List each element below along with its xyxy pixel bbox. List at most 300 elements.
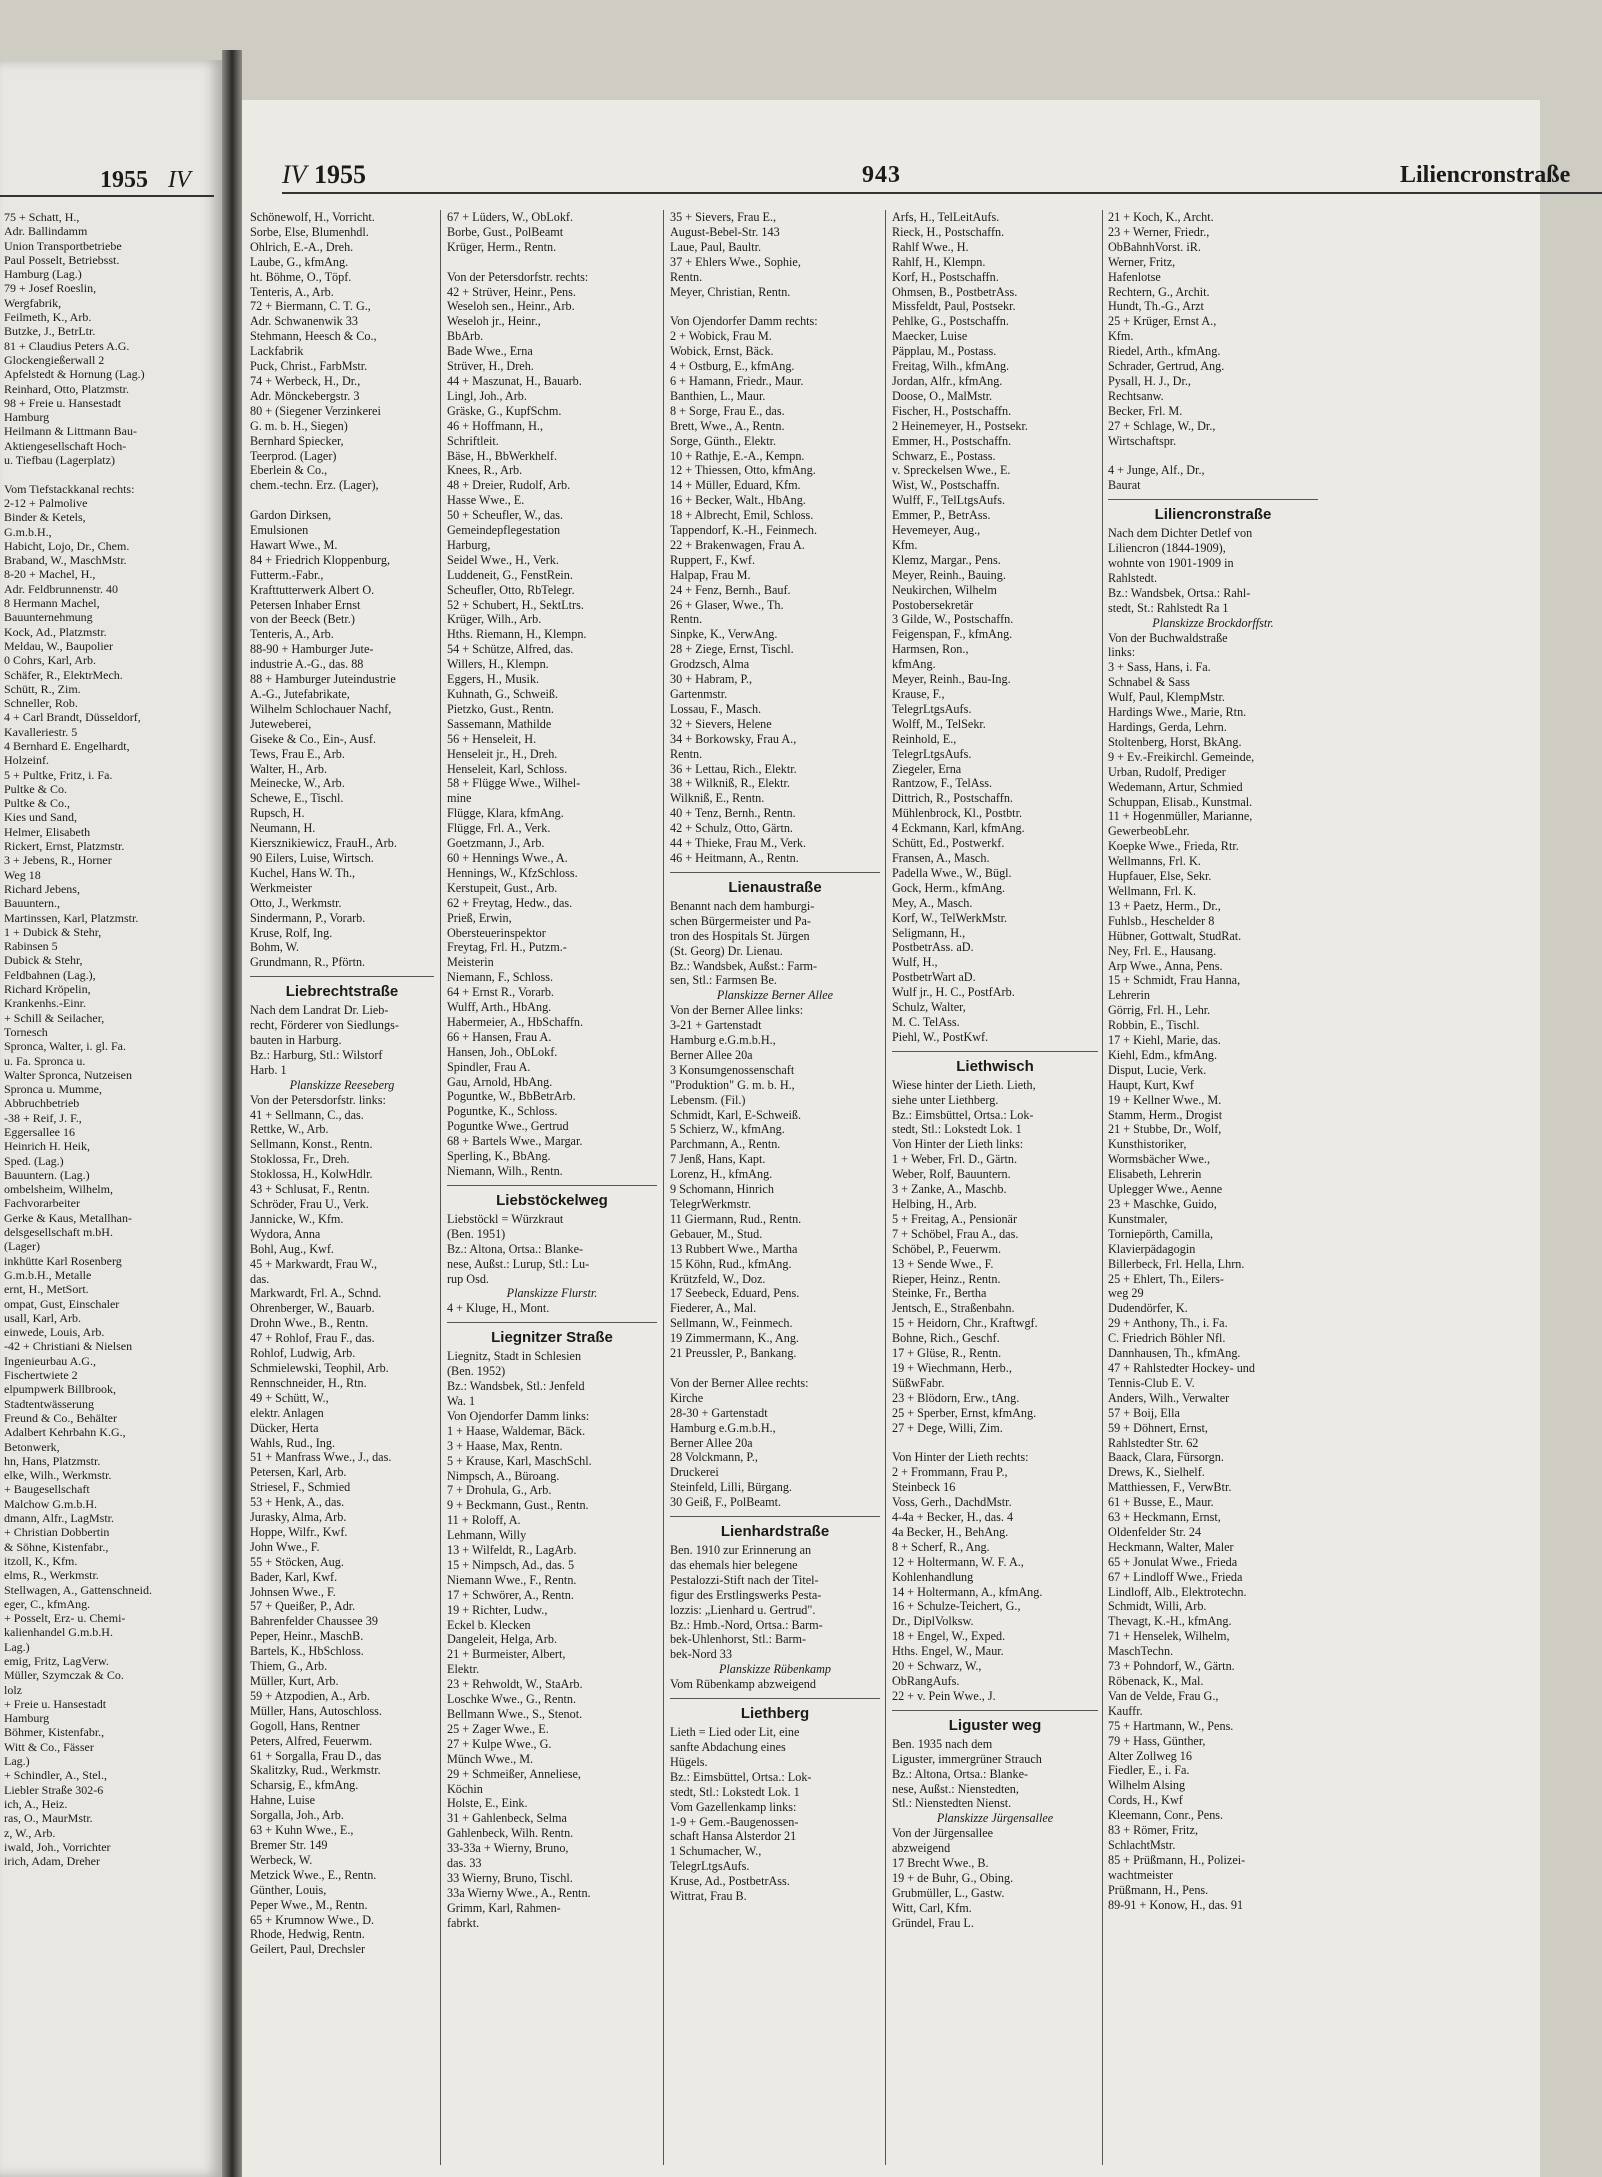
directory-entry: Dudendörfer, K. <box>1108 1301 1188 1316</box>
directory-entry: Skalitzky, Rud., Werkmstr. <box>250 1763 381 1778</box>
directory-entry: 8 + Sorge, Frau E., das. <box>670 403 785 418</box>
directory-entry: Pultke & Co., <box>4 796 71 811</box>
directory-entry: 25 + Zager Wwe., E. <box>447 1721 549 1736</box>
directory-entry: Von Ojendorfer Damm links: <box>447 1408 590 1423</box>
directory-entry: + Baugesellschaft <box>4 1482 90 1497</box>
directory-entry: ernt, H., MetSort. <box>4 1282 89 1297</box>
directory-entry: Elisabeth, Lehrerin <box>1108 1167 1202 1182</box>
directory-entry: Schmidt, Karl, E-Schweiß. <box>670 1107 801 1122</box>
directory-entry: SchlachtMstr. <box>1108 1837 1176 1852</box>
directory-entry: lolz <box>4 1682 22 1697</box>
directory-entry: Bz.: Altona, Ortsa.: Blanke- <box>892 1766 1029 1781</box>
directory-entry: Von der Berner Allee rechts: <box>670 1375 809 1390</box>
directory-entry: elektr. Anlagen <box>250 1405 324 1420</box>
directory-entry: Peper, Heinr., MaschB. <box>250 1629 364 1644</box>
directory-entry: 48 + Dreier, Rudolf, Arb. <box>447 478 571 493</box>
directory-entry: Dubick & Stehr, <box>4 953 83 968</box>
directory-entry: 85 + Prüßmann, H., Polizei- <box>1108 1852 1246 1867</box>
directory-entry: Schmielewski, Teophil, Arb. <box>250 1360 389 1375</box>
directory-entry: Pehlke, G., Postschaffn. <box>892 314 1009 329</box>
directory-entry: Rahlstedter Str. 62 <box>1108 1435 1199 1450</box>
directory-entry: Ruppert, F., Kwf. <box>670 552 756 567</box>
directory-entry: Spronca u. Mumme, <box>4 1082 102 1097</box>
directory-entry: Gebauer, M., Stud. <box>670 1226 763 1241</box>
directory-entry: 1 + Weber, Frl. D., Gärtn. <box>892 1152 1017 1167</box>
directory-entry: Adr. Mönckebergstr. 3 <box>250 388 360 403</box>
directory-entry: Lieth = Lied oder Lit, eine <box>670 1725 800 1740</box>
blank-line <box>892 1436 1098 1451</box>
directory-entry: Lehrerin <box>1108 988 1150 1003</box>
directory-entry: Arfs, H., TelLeitAufs. <box>892 210 1000 224</box>
directory-entry: Sorgalla, Joh., Arb. <box>250 1808 344 1823</box>
directory-entry: Rettke, W., Arb. <box>250 1122 329 1137</box>
directory-entry: 72 + Biermann, C. T. G., <box>250 299 371 314</box>
directory-entry: 71 + Henselek, Wilhelm, <box>1108 1629 1230 1644</box>
directory-entry: Druckerei <box>670 1465 719 1480</box>
directory-entry: 23 + Werner, Friedr., <box>1108 224 1210 239</box>
directory-entry: Hardings Wwe., Marie, Rtn. <box>1108 705 1247 720</box>
directory-entry: hn, Hans, Platzmstr. <box>4 1453 101 1468</box>
directory-entry: 61 + Busse, E., Maur. <box>1108 1495 1214 1510</box>
directory-entry: Mey, A., Masch. <box>892 895 973 910</box>
directory-entry: Hundt, Th.-G., Arzt <box>1108 299 1204 314</box>
directory-entry: + Christian Dobbertin <box>4 1525 110 1540</box>
right-page-header <box>282 158 1602 194</box>
directory-entry: Wiese hinter der Lieth. Lieth, <box>892 1077 1036 1092</box>
directory-entry: Dannhausen, Th., kfmAng. <box>1108 1346 1241 1361</box>
directory-entry: Wergfabrik, <box>4 295 62 310</box>
directory-entry: 17 Brecht Wwe., B. <box>892 1856 989 1871</box>
directory-entry: Laube, G., kfmAng. <box>250 254 349 269</box>
directory-entry: Wellmanns, Frl. K. <box>1108 854 1201 869</box>
directory-entry: 53 + Henk, A., das. <box>250 1495 345 1510</box>
directory-entry: C. Friedrich Böhler Nfl. <box>1108 1331 1226 1346</box>
directory-entry: Schönewolf, H., Vorricht. <box>250 210 375 224</box>
directory-entry: Eckel b. Klecken <box>447 1617 531 1632</box>
directory-entry: fabrkt. <box>447 1915 480 1930</box>
directory-entry: 66 + Hansen, Frau A. <box>447 1029 552 1044</box>
street-heading: Lienhardstraße <box>670 1516 880 1543</box>
directory-entry: 25 + Sperber, Ernst, kfmAng. <box>892 1405 1037 1420</box>
directory-entry: Rennschneider, H., Rtn. <box>250 1375 367 1390</box>
directory-entry: Witt & Co., Fässer <box>4 1739 94 1754</box>
directory-entry: Schneller, Rob. <box>4 696 78 711</box>
directory-entry: stedt, St.: Rahlstedt Ra 1 <box>1108 600 1229 615</box>
directory-entry: Koepke Wwe., Frieda, Rtr. <box>1108 839 1239 854</box>
directory-entry: 44 + Maszunat, H., Bauarb. <box>447 373 582 388</box>
directory-entry: Jannicke, W., Kfm. <box>250 1211 344 1226</box>
directory-entry: Betonwerk, <box>4 1439 60 1454</box>
directory-entry: Tappendorf, K.-H., Feinmech. <box>670 523 818 538</box>
directory-entry: 21 + Stubbe, Dr., Wolf, <box>1108 1122 1222 1137</box>
directory-entry: 47 + Rohlof, Frau F., das. <box>250 1331 375 1346</box>
directory-entry: 68 + Bartels Wwe., Margar. <box>447 1134 583 1149</box>
directory-entry: sen, Stl.: Farmsen Be. <box>670 973 777 988</box>
directory-entry: Reinhold, E., <box>892 731 957 746</box>
directory-entry: Schriftleit. <box>447 433 499 448</box>
directory-entry: 23 + Blödorn, Erw., tAng. <box>892 1390 1020 1405</box>
directory-entry: schen Bürgermeister und Pa- <box>670 913 811 928</box>
street-heading: Liethwisch <box>892 1051 1098 1078</box>
directory-entry: Günther, Louis, <box>250 1882 327 1897</box>
directory-entry: (St. Georg) Dr. Lienau. <box>670 943 783 958</box>
directory-entry: 59 + Atzpodien, A., Arb. <box>250 1688 370 1703</box>
directory-entry: Lingl, Joh., Arb. <box>447 388 527 403</box>
directory-entry: Rieper, Heinz., Rentn. <box>892 1271 1001 1286</box>
directory-entry: 67 + Lüders, W., ObLokf. <box>447 210 574 224</box>
directory-entry: 4 Bernhard E. Engelhardt, <box>4 738 130 753</box>
left-page-header <box>0 165 214 197</box>
directory-column-1 <box>250 210 434 2165</box>
directory-entry: Gahlenbeck, Wilh. Rentn. <box>447 1826 574 1841</box>
directory-entry: emig, Fritz, LagVerw. <box>4 1653 109 1668</box>
directory-entry: 15 Köhn, Rud., kfmAng. <box>670 1256 792 1271</box>
directory-entry: Stoklossa, H., KolwHdlr. <box>250 1167 373 1182</box>
directory-entry: Sorbe, Else, Blumenhdl. <box>250 224 369 239</box>
directory-entry: 75 + Hartmann, W., Pens. <box>1108 1718 1234 1733</box>
directory-entry: Stamm, Herm., Drogist <box>1108 1107 1223 1122</box>
directory-entry: Schwarz, E., Postass. <box>892 448 996 463</box>
directory-entry: Alter Zollweg 16 <box>1108 1748 1192 1763</box>
directory-entry: Reinhard, Otto, Platzmstr. <box>4 381 129 396</box>
directory-entry: Werner, Fritz, <box>1108 254 1176 269</box>
directory-entry: Von der Petersdorfstr. links: <box>250 1092 386 1107</box>
directory-entry: Pysall, H. J., Dr., <box>1108 373 1191 388</box>
right-page <box>242 100 1571 2177</box>
directory-entry: Lag.) <box>4 1639 30 1654</box>
directory-entry: 24 + Fenz, Bernh., Bauf. <box>670 582 791 597</box>
directory-entry: industrie A.-G., das. 88 <box>250 657 364 672</box>
directory-entry: 61 + Sorgalla, Frau D., das <box>250 1748 382 1763</box>
directory-entry: ht. Böhme, O., Töpf. <box>250 269 352 284</box>
directory-entry: Krützfeld, W., Doz. <box>670 1271 766 1286</box>
map-reference: Planskizze Berner Allee <box>716 988 834 1003</box>
directory-entry: itzoll, K., Kfm. <box>4 1553 78 1568</box>
directory-entry: 36 + Lettau, Rich., Elektr. <box>670 761 797 776</box>
directory-entry: Lorenz, H., kfmAng. <box>670 1167 773 1182</box>
directory-entry: Markwardt, Frl. A., Schnd. <box>250 1286 382 1301</box>
directory-entry: Rahlf Wwe., H. <box>892 239 969 254</box>
directory-entry: Feigenspan, F., kfmAng. <box>892 627 1013 642</box>
directory-entry: Schuppan, Elisab., Kunstmal. <box>1108 794 1253 809</box>
directory-entry: Tenteris, A., Arb. <box>250 284 334 299</box>
directory-entry: 84 + Friedrich Kloppenburg, <box>250 552 391 567</box>
directory-entry: 27 + Dege, Willi, Zim. <box>892 1420 1003 1435</box>
directory-entry: Poguntke Wwe., Gertrud <box>447 1119 569 1134</box>
directory-entry: Wellmann, Frl. K. <box>1108 883 1197 898</box>
directory-entry: Adr. Ballindamm <box>4 224 88 239</box>
directory-entry: Kunstmaler, <box>1108 1211 1168 1226</box>
directory-entry: 62 + Freytag, Hedw., das. <box>447 895 573 910</box>
directory-entry: tron des Hospitals St. Jürgen <box>670 928 810 943</box>
directory-entry: Böhmer, Kistenfabr., <box>4 1725 105 1740</box>
directory-entry: ras, O., MaurMstr. <box>4 1811 93 1826</box>
directory-entry: Teerprod. (Lager) <box>250 448 337 463</box>
directory-entry: weg 29 <box>1108 1286 1144 1301</box>
directory-entry: 83 + Römer, Fritz, <box>1108 1823 1198 1838</box>
directory-column-4 <box>892 210 1098 2165</box>
directory-entry: 80 + (Siegener Verzinkerei <box>250 403 381 418</box>
directory-entry: 34 + Borkowsky, Frau A., <box>670 731 797 746</box>
directory-entry: Emulsionen <box>250 523 309 538</box>
directory-entry: 73 + Pohndorf, W., Gärtn. <box>1108 1659 1235 1674</box>
directory-entry: Metzick Wwe., E., Rentn. <box>250 1867 377 1882</box>
directory-entry: Bz.: Hmb.-Nord, Ortsa.: Barm- <box>670 1617 823 1632</box>
directory-entry: 22 + Brakenwagen, Frau A. <box>670 537 805 552</box>
directory-entry: Von Ojendorfer Damm rechts: <box>670 314 818 329</box>
blank-line <box>1108 449 1318 464</box>
directory-entry: Wydora, Anna <box>250 1226 321 1241</box>
directory-entry: Wulf, H., <box>892 955 938 970</box>
directory-entry: Freytag, Frl. H., Putzm.- <box>447 940 567 955</box>
directory-entry: John Wwe., F. <box>250 1539 320 1554</box>
directory-entry: 1 Schumacher, W., <box>670 1844 762 1859</box>
directory-entry: 4 + Ostburg, E., kfmAng. <box>670 359 795 374</box>
directory-entry: Niemann, Wilh., Rentn. <box>447 1164 563 1178</box>
directory-entry: Krause, F., <box>892 687 945 701</box>
directory-entry: Holzeinf. <box>4 753 49 768</box>
directory-entry: Münch Wwe., M. <box>447 1751 534 1766</box>
directory-entry: Steinke, Fr., Bertha <box>892 1286 987 1301</box>
directory-entry: Postobersekretär <box>892 597 974 612</box>
directory-entry: Feilmeth, K., Arb. <box>4 310 92 325</box>
directory-entry: Ben. 1910 zur Erinnerung an <box>670 1543 812 1558</box>
directory-entry: 59 + Döhnert, Ernst, <box>1108 1420 1208 1435</box>
directory-entry: Halpap, Frau M. <box>670 567 751 582</box>
directory-entry: 74 + Werbeck, H., Dr., <box>250 373 361 388</box>
directory-entry: Bellmann Wwe., S., Stenot. <box>447 1707 583 1721</box>
directory-entry: Fischertwiete 2 <box>4 1368 78 1383</box>
directory-entry: Dücker, Herta <box>250 1420 319 1435</box>
directory-entry: von der Beeck (Betr.) <box>250 612 355 627</box>
map-reference: Planskizze Reeseberg <box>289 1077 395 1092</box>
directory-entry: v. Spreckelsen Wwe., E. <box>892 463 1011 478</box>
directory-entry: Adalbert Kehrbahn K.G., <box>4 1425 126 1440</box>
directory-entry: Luddeneit, G., FenstRein. <box>447 567 573 582</box>
directory-entry: Spronca, Walter, i. gl. Fa. <box>4 1039 126 1054</box>
directory-entry: 46 + Hoffmann, H., <box>447 418 544 433</box>
directory-entry: + Schill & Seilacher, <box>4 1010 105 1025</box>
directory-entry: Baurat <box>1108 478 1141 493</box>
directory-entry: ompat, Gust, Einschaler <box>4 1296 120 1311</box>
blank-line <box>447 255 657 270</box>
directory-entry: Wulf, Paul, KlempMstr. <box>1108 690 1225 705</box>
directory-entry: Korf, W., TelWerkMstr. <box>892 910 1008 925</box>
directory-entry: Elektr. <box>447 1662 480 1677</box>
directory-entry: 22 + v. Pein Wwe., J. <box>892 1688 996 1703</box>
directory-entry: Thevagt, K.-H., kfmAng. <box>1108 1614 1232 1629</box>
directory-entry: Hevemeyer, Aug., <box>892 523 981 538</box>
directory-entry: Ohlrich, E.-A., Dreh. <box>250 239 354 254</box>
blank-line <box>670 1361 880 1376</box>
directory-entry: 21 + Koch, K., Archt. <box>1108 210 1214 224</box>
map-reference: Planskizze Jürgensallee <box>936 1811 1054 1826</box>
directory-entry: Hamburg <box>4 410 50 425</box>
directory-entry: Dangeleit, Helga, Arb. <box>447 1632 557 1647</box>
directory-entry: Kruse, Rolf, Ing. <box>250 925 333 940</box>
blank-line <box>4 467 214 481</box>
directory-entry: 12 + Thiessen, Otto, kfmAng. <box>670 463 816 478</box>
directory-entry: Grubmüller, L., Gastw. <box>892 1885 1005 1900</box>
directory-entry: kfmAng. <box>892 657 936 672</box>
directory-entry: SüßwFabr. <box>892 1375 945 1390</box>
directory-entry: 16 + Schulze-Teichert, G., <box>892 1599 1021 1614</box>
directory-entry: Schütt, Ed., Postwerkf. <box>892 836 1005 851</box>
directory-entry: Harb. 1 <box>250 1062 287 1077</box>
directory-entry: 27 + Schlage, W., Dr., <box>1108 418 1216 433</box>
directory-entry: Ingenieurbau A.G., <box>4 1353 96 1368</box>
directory-entry: 5 + Freitag, A., Pensionär <box>892 1211 1018 1226</box>
directory-entry: TelegrLtgsAufs. <box>892 701 972 716</box>
directory-entry: 47 + Rahlstedter Hockey- und <box>1108 1360 1255 1375</box>
directory-entry: Poguntke, K., Schloss. <box>447 1104 558 1119</box>
directory-entry: Jurasky, Alma, Arb. <box>250 1510 347 1525</box>
directory-entry: Sellmann, Konst., Rentn. <box>250 1137 373 1152</box>
directory-entry: 19 + Wiechmann, Herb., <box>892 1360 1012 1375</box>
directory-entry: Lackfabrik <box>250 344 304 359</box>
directory-entry: Stl.: Nienstedten Nienst. <box>892 1796 1012 1811</box>
directory-entry: Sorge, Günth., Elektr. <box>670 433 777 448</box>
directory-entry: 11 + Hogenmüller, Marianne, <box>1108 809 1253 824</box>
directory-entry: Rhode, Hedwig, Rentn. <box>250 1927 365 1942</box>
directory-entry: schaft Hansa Alsterdor 21 <box>670 1829 797 1844</box>
directory-entry: Ohrenberger, W., Bauarb. <box>250 1301 375 1316</box>
directory-entry: nese, Außst.: Lurup, Stl.: Lu- <box>447 1256 590 1271</box>
directory-entry: 7 + Drohula, G., Arb. <box>447 1483 552 1498</box>
directory-entry: Hennings, W., KfzSchloss. <box>447 865 578 880</box>
directory-entry: iwald, Joh., Vorrichter <box>4 1839 111 1854</box>
directory-entry: eger, C., kfmAng. <box>4 1596 91 1611</box>
directory-entry: stedt, Stl.: Lokstedt Lok. 1 <box>670 1784 800 1799</box>
directory-entry: 3 + Jebens, R., Horner <box>4 853 112 868</box>
directory-entry: bauten in Harburg. <box>250 1033 342 1048</box>
directory-entry: Von der Berner Allee links: <box>670 1003 804 1018</box>
directory-entry: TelegrWerkmstr. <box>670 1197 752 1211</box>
directory-entry: 2 + Frommann, Frau P., <box>892 1465 1008 1480</box>
directory-entry: Maecker, Luise <box>892 329 968 344</box>
directory-entry: M. C. TelAss. <box>892 1014 960 1029</box>
right-page-volume: IV <box>282 160 307 189</box>
directory-entry: 3 Gilde, W., Postschaffn. <box>892 612 1014 627</box>
directory-entry: 14 + Holtermann, A., kfmAng. <box>892 1584 1043 1599</box>
directory-entry: Gerke & Kaus, Metallhan- <box>4 1210 132 1225</box>
directory-entry: Apfelstedt & Hornung (Lag.) <box>4 367 145 382</box>
directory-entry: u. Tiefbau (Lagerplatz) <box>4 453 115 468</box>
directory-entry: Krafttutterwerk Albert O. <box>250 582 375 597</box>
directory-entry: Schütt, R., Zim. <box>4 681 81 696</box>
directory-entry: 17 + Kiehl, Marie, das. <box>1108 1033 1221 1048</box>
directory-entry: Gogoll, Hans, Rentner <box>250 1718 360 1733</box>
directory-entry: 3 + Zanke, A., Maschb. <box>892 1182 1007 1197</box>
directory-entry: BbArb. <box>447 329 484 344</box>
directory-entry: Korf, H., Postschaffn. <box>892 269 999 284</box>
directory-entry: 64 + Ernst R., Vorarb. <box>447 985 554 1000</box>
directory-entry: 2 + Wobick, Frau M. <box>670 329 772 344</box>
directory-entry: Otto, J., Werkmstr. <box>250 895 342 910</box>
directory-entry: Thiem, G., Arb. <box>250 1659 328 1674</box>
directory-entry: 79 + Josef Roeslin, <box>4 281 97 296</box>
directory-entry: Emmer, H., Postschaffn. <box>892 433 1012 448</box>
directory-entry: Sellmann, W., Feinmech. <box>670 1316 793 1331</box>
directory-entry: 4a Becker, H., BehAng. <box>892 1524 1009 1539</box>
directory-entry: Steinbeck 16 <box>892 1480 956 1495</box>
directory-entry: Tenteris, A., Arb. <box>250 627 334 642</box>
directory-entry: Hardings, Gerda, Lehrn. <box>1108 720 1227 734</box>
directory-entry: Kock, Ad., Platzmstr. <box>4 624 107 639</box>
directory-entry: Kerstupeit, Gust., Arb. <box>447 880 558 895</box>
directory-entry: Werkmeister <box>250 880 312 895</box>
directory-entry: Stehmann, Heesch & Co., <box>250 329 377 344</box>
directory-entry: Bz.: Harburg, Stl.: Wilstorf <box>250 1047 383 1062</box>
directory-entry: Giseke & Co., Ein-, Ausf. <box>250 731 376 746</box>
directory-entry: Arp Wwe., Anna, Pens. <box>1108 958 1223 973</box>
directory-entry: Stoklossa, Fr., Dreh. <box>250 1152 350 1167</box>
directory-entry: Bz.: Wandsbek, Außst.: Farm- <box>670 958 818 973</box>
directory-entry: 28 Volckmann, P., <box>670 1450 758 1465</box>
directory-entry: Fischer, H., Postschaffn. <box>892 403 1012 418</box>
directory-entry: Schewe, E., Tischl. <box>250 791 344 806</box>
directory-entry: Oldenfelder Str. 24 <box>1108 1524 1202 1539</box>
directory-entry: 52 + Schubert, H., SektLtrs. <box>447 597 584 612</box>
directory-entry: 29 + Schmeißer, Anneliese, <box>447 1766 581 1781</box>
directory-entry: 1 + Haase, Waldemar, Bäck. <box>447 1423 586 1438</box>
directory-entry: 41 + Sellmann, C., das. <box>250 1107 364 1122</box>
directory-entry: Adr. Schwanenwik 33 <box>250 314 358 329</box>
directory-entry: Schulz, Walter, <box>892 1000 966 1015</box>
directory-entry: Henseleit jr., H., Dreh. <box>447 746 558 761</box>
directory-entry: + Posselt, Erz- u. Chemi- <box>4 1611 126 1626</box>
directory-entry: Heinrich H. Heik, <box>4 1139 90 1154</box>
directory-entry: 13 Rubbert Wwe., Martha <box>670 1241 798 1256</box>
directory-entry: Von Hinter der Lieth links: <box>892 1137 1024 1152</box>
directory-entry: Richard Kröpelin, <box>4 982 91 997</box>
directory-entry: Von der Petersdorfstr. rechts: <box>447 269 589 284</box>
directory-entry: & Söhne, Kistenfabr., <box>4 1539 109 1554</box>
directory-entry: Abbruchbetrieb <box>4 1096 80 1111</box>
directory-entry: 5 Schierz, W., kfmAng. <box>670 1122 785 1137</box>
directory-entry: Bz.: Wandsbek, Stl.: Jenfeld <box>447 1379 585 1394</box>
directory-entry: Tornesch <box>4 1024 48 1039</box>
directory-entry: 1-9 + Gem.-Baugenossen- <box>670 1814 799 1829</box>
directory-entry: Pietzko, Gust., Rentn. <box>447 701 554 716</box>
directory-entry: Braband, W., MaschMstr. <box>4 553 127 568</box>
directory-entry: + Schindler, A., Stel., <box>4 1768 107 1783</box>
directory-entry: PostbetrWart aD. <box>892 970 976 985</box>
directory-entry: (Ben. 1951) <box>447 1226 506 1241</box>
directory-entry: Flügge, Frl. A., Verk. <box>447 821 551 836</box>
directory-entry: 19 Zimmermann, K., Ang. <box>670 1331 799 1346</box>
directory-entry: Kleemann, Conr., Pens. <box>1108 1808 1224 1823</box>
directory-entry: 27 + Kulpe Wwe., G. <box>447 1736 552 1751</box>
directory-entry: 2-12 + Palmolive <box>4 495 88 510</box>
directory-entry: Meinecke, W., Arb. <box>250 776 345 791</box>
directory-entry: sanfte Abdachung eines <box>670 1740 786 1754</box>
directory-entry: Lossau, F., Masch. <box>670 701 762 716</box>
directory-entry: Hügels. <box>670 1754 708 1769</box>
directory-entry: Stellwagen, A., Gattenschneid. <box>4 1582 152 1597</box>
directory-entry: Werbeck, W. <box>250 1852 313 1867</box>
directory-entry: Union Transportbetriebe <box>4 238 122 253</box>
directory-entry: 32 + Sievers, Helene <box>670 716 772 731</box>
directory-entry: Wulff, F., TelLtgsAufs. <box>892 493 1006 508</box>
directory-entry: 88-90 + Hamburger Jute- <box>250 642 374 657</box>
directory-entry: Sinpke, K., VerwAng. <box>670 627 778 642</box>
directory-entry: 88 + Hamburger Juteindustrie <box>250 672 396 687</box>
directory-entry: Prüßmann, H., Pens. <box>1108 1882 1209 1897</box>
directory-entry: Päpplau, M., Postass. <box>892 344 997 359</box>
directory-entry: Rentn. <box>670 269 703 284</box>
directory-entry: 33a Wierny Wwe., A., Rentn. <box>447 1885 591 1900</box>
